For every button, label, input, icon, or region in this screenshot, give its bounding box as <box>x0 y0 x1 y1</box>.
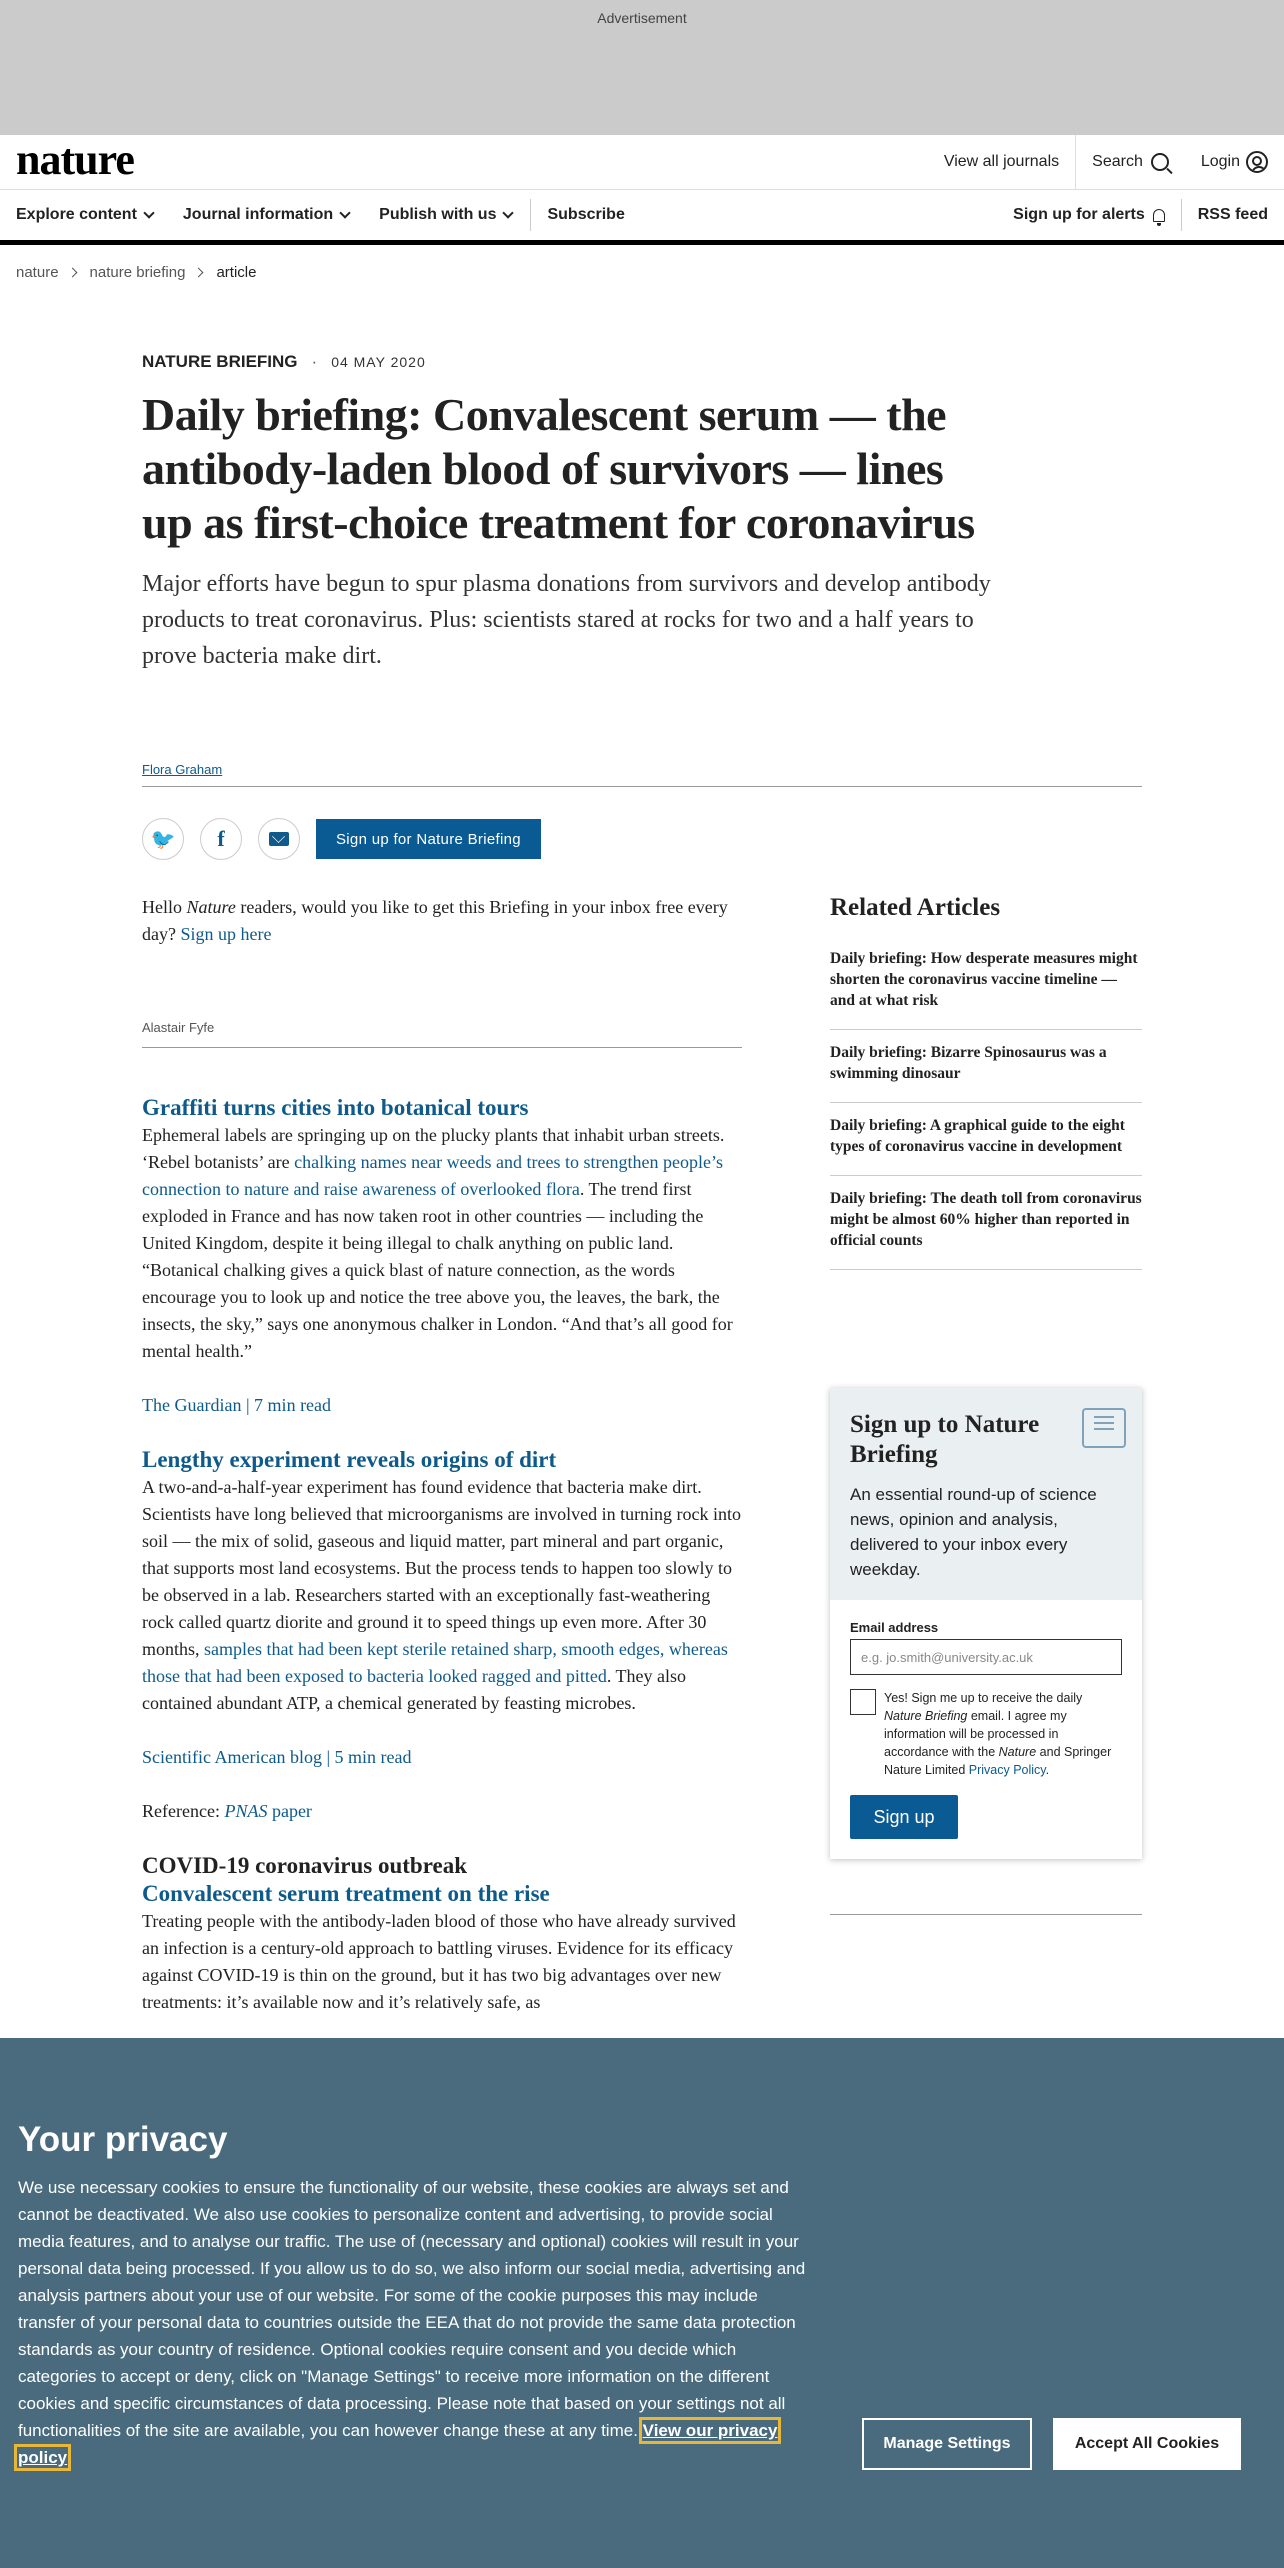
guardian-source-link[interactable]: The Guardian | 7 min read <box>142 1395 332 1415</box>
view-all-journals-link[interactable]: View all journals <box>943 153 1060 170</box>
manage-settings-button[interactable]: Manage Settings <box>862 2418 1032 2470</box>
nav-publish-with-us[interactable] <box>379 206 512 224</box>
main-nav <box>0 190 1284 245</box>
image-credit: Alastair Fyfe <box>142 1014 742 1048</box>
related-article-link[interactable]: Daily briefing: A graphical guide to the eight types of coronavirus vaccine in development <box>830 1103 1142 1176</box>
pnas-emphasis: PNAS <box>224 1801 268 1821</box>
article-type[interactable]: NATURE BRIEFING <box>142 352 298 371</box>
twitter-share-button[interactable] <box>142 818 184 860</box>
consent-b: email. I agree my information will be processed in accordance with the <box>884 1709 1067 1759</box>
nav-journal-information[interactable] <box>183 206 349 224</box>
section-serum-title[interactable]: Convalescent serum treatment on the rise <box>142 1881 550 1906</box>
consent-checkbox[interactable] <box>850 1689 876 1715</box>
newsletter-form <box>830 1600 1142 1859</box>
related-article-link[interactable]: Daily briefing: Bizarre Spinosaurus was a swimming dinosaur <box>830 1030 1142 1103</box>
reference <box>142 1798 742 1825</box>
article-meta <box>142 352 1002 372</box>
breadcrumb-nature-briefing[interactable]: nature briefing <box>89 264 186 281</box>
privacy-title: Your privacy <box>18 2120 228 2159</box>
breadcrumb-article: article <box>216 264 257 281</box>
nav-publish-label: Publish with us <box>379 206 497 223</box>
email-field[interactable] <box>850 1639 1122 1675</box>
email-label: Email address <box>850 1620 939 1635</box>
search-icon <box>1151 153 1169 171</box>
user-icon <box>1246 151 1268 173</box>
consent-em1: Nature Briefing <box>884 1709 968 1723</box>
rss-feed-link[interactable]: RSS feed <box>1181 199 1268 231</box>
consent-text <box>884 1689 1122 1779</box>
bell-icon <box>1153 209 1165 222</box>
header-links <box>928 135 1268 189</box>
alerts-label: Sign up for alerts <box>1013 206 1145 223</box>
newsletter-signup-box <box>830 1388 1142 1859</box>
intro-paragraph <box>142 894 732 948</box>
advertisement-label: Advertisement <box>597 10 687 26</box>
article-title: Daily briefing: Convalescent serum — the antibody-laden blood of survivors — lines up as first-choice treatment for coronavirus <box>142 389 975 548</box>
sign-up-here-link[interactable]: Sign up here <box>180 924 272 944</box>
section-graffiti-text <box>142 1122 742 1365</box>
related-article-link[interactable]: Daily briefing: How desperate measures might shorten the coronavirus vaccine timeline — and at what risk <box>830 936 1142 1030</box>
chevron-down-icon <box>503 207 514 218</box>
article-header <box>142 352 1002 674</box>
consent-em2: Nature <box>998 1745 1037 1759</box>
author-divider <box>142 786 1142 787</box>
login-button[interactable] <box>1185 135 1268 189</box>
advertisement-banner[interactable] <box>0 0 1284 135</box>
graffiti-text-b: . The trend first exploded in France and has now taken root in other countries — including the United Kingdom, despite it being illegal to chalk anything on public land. “Botanical chalking gives a quick blast of nature connection, as the words encourage you to look up and notice the tree above you, the leaves, the bark, the insects, the sky,” says one anonymous chalker in London. “And that’s all good for mental health.” <box>142 1179 733 1361</box>
newsletter-header <box>830 1388 1142 1600</box>
dirt-text-a: A two-and-a-half-year experiment has found evidence that bacteria make dirt. Scientists have long believed that microorganisms are involved in turning rock into soil — the mix of solid, gaseous and liquid matter, part mineral and part organic, that supports most land ecosystems. But the process tends to happen too slowly to be observed in a lab. Researchers started with an exceptionally fast-weathering rock called quartz diorite and ground it to speed things up even more. After 30 months, <box>142 1477 742 1659</box>
newsletter-signup-button[interactable]: Sign up <box>850 1795 958 1839</box>
samples-link[interactable]: samples that had been kept sterile retained sharp, smooth edges, whereas those that had been exposed to bacteria looked ragged and pitted <box>142 1639 728 1686</box>
privacy-body: We use necessary cookies to ensure the functionality of our website, these cookies are always set and cannot be deactivated. We also use cookies to personalize content and advertising, to provide social media features, and to analyse our traffic. The use of (necessary and optional) cookies will result in your personal data being processed. If you allow us to do so, we also inform our social media, advertising and analysis partners about your use of our website. For some of the cookie purposes this may include transfer of your personal data to countries outside the EEA that do not provide the same data protection standards as your country of residence. Optional cookies require consent and you decide which categories to accept or deny, click on "Manage Settings" to receive more information on the different cookies and specific circumstances of data processing. Please note that based on your settings not all functionalities of the site are available, you can however change these at any time. <box>18 2178 806 2440</box>
article-date: 04 MAY 2020 <box>331 354 426 370</box>
meta-separator: · <box>311 352 318 371</box>
article-standfirst: Major efforts have begun to spur plasma donations from survivors and develop antibody products to treat coronavirus. Plus: scientists stared at rocks for two and a half years to prove bacteria make dirt. <box>142 571 991 669</box>
chevron-down-icon <box>143 207 154 218</box>
chevron-right-icon <box>67 268 77 278</box>
email-share-button[interactable] <box>258 818 300 860</box>
chevron-down-icon <box>339 207 350 218</box>
facebook-icon: f <box>217 826 225 851</box>
chevron-right-icon <box>194 268 204 278</box>
share-bar <box>142 818 541 860</box>
search-button[interactable] <box>1075 135 1185 189</box>
reference-label: Reference: <box>142 1801 225 1821</box>
search-label: Search <box>1092 153 1143 170</box>
consent-c: and Springer Nature Limited <box>884 1745 1112 1777</box>
nature-logo[interactable]: nature <box>16 135 134 184</box>
nav-explore-content[interactable] <box>16 206 153 224</box>
nav-divider <box>530 199 531 231</box>
privacy-text <box>18 2174 808 2471</box>
paper-label: paper <box>267 1801 312 1821</box>
login-label: Login <box>1200 153 1240 170</box>
article-body <box>142 894 742 2016</box>
consent-d: . <box>1045 1763 1050 1777</box>
author-link[interactable]: Flora Graham <box>142 762 223 777</box>
section-dirt-title[interactable]: Lengthy experiment reveals origins of dirt <box>142 1447 557 1472</box>
intro-text: Hello <box>142 897 187 917</box>
sidebar-divider <box>830 1914 1142 1915</box>
newsletter-description: An essential round-up of science news, opinion and analysis, delivered to your inbox every weekday. <box>850 1485 1097 1579</box>
privacy-policy-link[interactable]: Privacy Policy <box>968 1763 1046 1777</box>
section-dirt-text <box>142 1474 742 1717</box>
view-privacy-policy-link[interactable]: View our privacy policy <box>18 2421 778 2467</box>
site-header <box>0 135 1284 190</box>
accept-all-cookies-button[interactable]: Accept All Cookies <box>1053 2418 1241 2470</box>
section-serum-text: Treating people with the antibody-laden blood of those who have already survived an infection is a century-old approach to battling viruses. Evidence for its efficacy against COVID-19 is thin on the ground, but it has two big advantages over new treatments: it’s available now and it’s relatively safe, as <box>142 1911 736 2012</box>
nav-subscribe[interactable]: Subscribe <box>547 206 625 223</box>
consent-a: Yes! Sign me up to receive the daily <box>884 1691 1083 1705</box>
graffiti-text-a: Ephemeral labels are springing up on the plucky plants that inhabit urban streets. ‘Rebel botanists’ are <box>142 1125 725 1172</box>
newsletter-title: Sign up to Nature Briefing <box>850 1411 1040 1468</box>
privacy-banner <box>0 2038 1284 2568</box>
related-articles-title: Related Articles <box>830 894 1001 921</box>
email-icon <box>269 832 289 846</box>
intro-text-2: readers, would you like to get this Briefing in your inbox free every day? <box>142 897 728 944</box>
related-article-link[interactable]: Daily briefing: The death toll from coronavirus might be almost 60% higher than reported in official counts <box>830 1176 1142 1270</box>
sign-up-alerts-link[interactable] <box>1013 206 1165 224</box>
sign-up-briefing-button[interactable]: Sign up for Nature Briefing <box>316 819 541 859</box>
section-graffiti-title[interactable]: Graffiti turns cities into botanical tours <box>142 1095 529 1120</box>
breadcrumb <box>0 245 1284 300</box>
intro-emphasis: Nature <box>186 897 236 917</box>
sciam-source-link[interactable]: Scientific American blog | 5 min read <box>142 1747 412 1767</box>
facebook-share-button[interactable] <box>200 818 242 860</box>
nav-right <box>1013 199 1268 231</box>
breadcrumb-nature[interactable]: nature <box>16 264 59 281</box>
chalking-link[interactable]: chalking names near weeds and trees to strengthen people’s connection to nature and raise awareness of overlooked flora <box>142 1152 723 1199</box>
newsletter-envelope-icon <box>1082 1408 1126 1448</box>
consent-row <box>850 1689 1122 1779</box>
nav-journal-label: Journal information <box>182 206 334 223</box>
nav-explore-label: Explore content <box>16 206 137 223</box>
twitter-icon: 🐦 <box>150 827 176 851</box>
related-articles <box>830 894 1142 1270</box>
covid-section-label: COVID-19 coronavirus outbreak <box>142 1853 467 1878</box>
dirt-text-b: . They also contained abundant ATP, a chemical generated by feasting microbes. <box>142 1666 686 1713</box>
pnas-paper-link[interactable] <box>224 1801 311 1821</box>
